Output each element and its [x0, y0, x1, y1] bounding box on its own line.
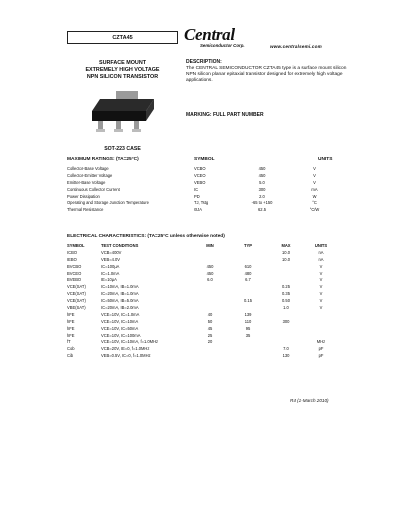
part-number-box — [67, 31, 178, 44]
value-cell: -65 to +150 — [251, 200, 273, 206]
condition-cell: IE=10μA — [101, 277, 117, 283]
max-rating-row — [67, 179, 337, 186]
unit-cell: nA — [318, 249, 324, 255]
logo-tagline: Semiconductor Corp. — [200, 43, 245, 48]
min-cell: 50 — [207, 318, 213, 324]
symbol-cell: hFE — [67, 332, 75, 338]
symbol-cell: hFE — [67, 318, 75, 324]
min-cell: 450 — [206, 270, 214, 276]
unit-cell: V — [313, 179, 316, 185]
value-cell: 450 — [258, 172, 266, 178]
condition-cell: IC=100μA — [101, 263, 120, 269]
logo-wordmark: Central — [184, 25, 235, 44]
max-cell: 0.50 — [282, 298, 290, 304]
elec-row — [67, 345, 337, 352]
unit-cell: V — [319, 284, 323, 290]
symbol-cell: BVCEO — [67, 270, 82, 276]
typ-cell: 6.7 — [245, 277, 251, 283]
central-logo — [184, 27, 274, 49]
description-heading: DESCRIPTION: — [186, 59, 222, 65]
max-rating-row — [67, 199, 337, 206]
elec-row — [67, 304, 337, 311]
condition-cell: VCB=20V, IE=0, f=1.0MHz — [101, 346, 150, 352]
unit-cell: MHz — [316, 339, 326, 345]
typ-cell — [229, 256, 267, 263]
max-rating-row — [67, 165, 337, 172]
min-cell — [191, 352, 229, 359]
min-cell: 25 — [207, 332, 213, 338]
param-cell: Continuous Collector Current — [67, 186, 120, 192]
unit-cell: W — [312, 193, 317, 199]
elec-row — [67, 325, 337, 332]
value-cell: 450 — [258, 165, 266, 171]
symbol-cell: VCEO — [194, 172, 206, 178]
title-line: EXTREMELY HIGH VOLTAGE — [85, 67, 160, 73]
condition-cell: VEB=4.0V — [101, 256, 121, 262]
symbol-cell: BVCBO — [67, 263, 82, 269]
param-cell: Power Dissipation — [67, 193, 100, 199]
typ-cell — [229, 249, 267, 256]
unit-cell: V — [319, 263, 323, 269]
elec-row — [67, 318, 337, 325]
max-cell — [267, 311, 305, 318]
description-text: The CENTRAL SEMICONDUCTOR CZTA45 type is a surface mount silicon NPN silicon planar epitaxial transistor designed for extremely high voltage applications. — [186, 66, 347, 83]
condition-cell: IC=20mA, IB=2.0mA — [101, 304, 139, 310]
condition-cell: IC=10mA, IB=1.0mA — [101, 284, 139, 290]
min-cell — [191, 290, 229, 297]
max-cell: 10.0 — [282, 249, 290, 255]
typ-cell: 95 — [245, 325, 251, 331]
unit-cell — [305, 325, 337, 332]
symbol-cell: PD — [194, 193, 200, 199]
symbol-cell: VCBO — [194, 165, 206, 171]
unit-cell: V — [313, 172, 316, 178]
marking-text: MARKING: FULL PART NUMBER — [186, 112, 264, 118]
condition-cell: IC=1.0mA — [101, 270, 120, 276]
condition-cell: VCE=10V, IC=100mA — [101, 332, 141, 338]
symbol-cell: Cob — [67, 346, 75, 352]
condition-cell: VCE=10V, IC=50mA — [101, 325, 139, 331]
elec-row — [67, 352, 337, 359]
product-title — [67, 60, 178, 81]
header-units: UNITS — [314, 242, 328, 248]
max-ratings-heading: MAXIMUM RATINGS: (TA=25°C) — [67, 157, 139, 162]
typ-cell — [229, 290, 267, 297]
min-cell — [191, 283, 229, 290]
max-cell — [267, 276, 305, 283]
value-cell: 2.0 — [259, 193, 265, 199]
min-cell — [191, 345, 229, 352]
condition-cell: VCE=10V, IC=1.0mA — [101, 311, 140, 317]
typ-cell: 0.15 — [244, 298, 252, 304]
unit-cell: V — [319, 291, 323, 297]
max-ratings-table — [67, 165, 337, 213]
symbol-cell: VEBO — [194, 179, 206, 185]
symbol-cell: IEBO — [67, 256, 77, 262]
unit-cell: V — [319, 298, 323, 304]
unit-cell — [305, 318, 337, 325]
elec-row — [67, 249, 337, 256]
max-cell: 300 — [282, 318, 290, 324]
max-cell — [267, 263, 305, 270]
max-cell: 1.0 — [283, 304, 289, 310]
condition-cell: VCB=400V — [101, 249, 122, 255]
condition-cell: VCE=10V, IC=10mA — [101, 318, 139, 324]
symbol-cell: TJ, Tstg — [194, 200, 209, 206]
symbol-cell: fT — [67, 339, 71, 345]
param-cell: Emitter-Base Voltage — [67, 179, 106, 185]
unit-cell — [305, 332, 337, 339]
elec-row — [67, 297, 337, 304]
param-cell: Collector-Emitter Voltage — [67, 172, 113, 178]
elec-row — [67, 332, 337, 339]
min-cell — [191, 297, 229, 304]
header-typ: TYP — [244, 242, 252, 248]
symbol-cell: VCE(SAT) — [67, 291, 86, 297]
unit-cell — [305, 311, 337, 318]
max-cell: 130 — [282, 353, 290, 359]
min-cell: 45 — [207, 325, 213, 331]
elec-table — [67, 242, 337, 359]
unit-cell: mA — [311, 186, 318, 192]
condition-cell: IC=20mA, IB=1.0mA — [101, 291, 139, 297]
symbol-cell: ΘJA — [194, 207, 202, 213]
elec-row — [67, 256, 337, 263]
max-ratings-units-header: UNITS — [318, 157, 333, 162]
max-rating-row — [67, 193, 337, 200]
unit-cell: pF — [318, 353, 324, 359]
elec-row — [67, 283, 337, 290]
elec-row — [67, 290, 337, 297]
typ-cell: 35 — [245, 332, 251, 338]
elec-row — [67, 311, 337, 318]
sot223-package-image — [84, 89, 174, 137]
min-cell — [191, 304, 229, 311]
typ-cell: 610 — [244, 263, 252, 269]
typ-cell: 110 — [244, 318, 252, 324]
max-cell — [267, 325, 305, 332]
header-symbol: SYMBOL — [67, 242, 85, 248]
unit-cell: °C/W — [309, 207, 320, 213]
elec-row — [67, 263, 337, 270]
symbol-cell: VCE(SAT) — [67, 298, 86, 304]
value-cell: 5.0 — [259, 179, 265, 185]
min-cell: 450 — [206, 263, 214, 269]
typ-cell — [229, 304, 267, 311]
typ-cell: 480 — [244, 270, 252, 276]
elec-heading: ELECTRICAL CHARACTERISTICS: (TA=25°C unless otherwise noted) — [67, 234, 225, 239]
typ-cell — [229, 283, 267, 290]
max-cell: 10.0 — [282, 256, 290, 262]
symbol-cell: IC — [194, 186, 199, 192]
max-ratings-symbol-header: SYMBOL — [194, 157, 215, 162]
max-cell — [267, 270, 305, 277]
typ-cell — [229, 352, 267, 359]
max-rating-row — [67, 172, 337, 179]
min-cell: 40 — [207, 311, 213, 317]
param-cell: Thermal Resistance — [67, 207, 104, 213]
header-max: MAX — [281, 242, 291, 248]
symbol-cell: VBE(SAT) — [67, 304, 86, 310]
unit-cell: V — [319, 304, 323, 310]
typ-cell: 139 — [244, 311, 252, 317]
condition-cell: VEB=0.5V, IC=0, f=1.0MHz — [101, 353, 151, 359]
value-cell: 300 — [258, 186, 266, 192]
symbol-cell: VCE(SAT) — [67, 284, 86, 290]
elec-row — [67, 270, 337, 277]
max-cell: 0.25 — [282, 284, 290, 290]
symbol-cell: ICBO — [67, 249, 78, 255]
symbol-cell: BVEBO — [67, 277, 82, 283]
typ-cell — [229, 345, 267, 352]
max-cell: 7.0 — [283, 346, 289, 352]
title-line: NPN SILICON TRANSISTOR — [86, 74, 159, 80]
header-min: MIN — [206, 242, 214, 248]
min-cell: 20 — [207, 339, 213, 345]
unit-cell: V — [319, 277, 323, 283]
typ-cell — [229, 338, 267, 345]
symbol-cell: hFE — [67, 311, 75, 317]
min-cell — [191, 256, 229, 263]
case-label: SOT-223 CASE — [104, 146, 141, 152]
condition-cell: VCE=10V, IC=10mA, f=1.0MHz — [101, 339, 159, 345]
unit-cell: nA — [318, 256, 324, 262]
symbol-cell: hFE — [67, 325, 75, 331]
title-line: SURFACE MOUNT — [98, 60, 147, 66]
unit-cell: pF — [318, 346, 324, 352]
symbol-cell: Cib — [67, 353, 74, 359]
param-cell: Collector-Base Voltage — [67, 165, 109, 171]
max-cell — [267, 332, 305, 339]
unit-cell: V — [319, 270, 323, 276]
website-url: www.centralsemi.com — [270, 44, 322, 49]
revision-label: R4 (1-March 2010) — [290, 398, 329, 403]
elec-header-row — [67, 242, 337, 249]
condition-cell: IC=50mA, IB=5.0mA — [101, 298, 139, 304]
param-cell: Operating and Storage Junction Temperature — [67, 200, 149, 206]
elec-row — [67, 338, 337, 345]
max-cell: 0.35 — [282, 291, 290, 297]
min-cell — [191, 249, 229, 256]
elec-row — [67, 276, 337, 283]
max-rating-row — [67, 186, 337, 193]
header-conditions: TEST CONDITIONS — [101, 242, 139, 248]
unit-cell: V — [313, 165, 316, 171]
value-cell: 62.5 — [258, 207, 266, 213]
max-rating-row — [67, 206, 337, 213]
max-cell — [267, 338, 305, 345]
min-cell: 6.0 — [207, 277, 213, 283]
unit-cell: °C — [312, 200, 317, 206]
part-number: CZTA45 — [112, 35, 133, 41]
